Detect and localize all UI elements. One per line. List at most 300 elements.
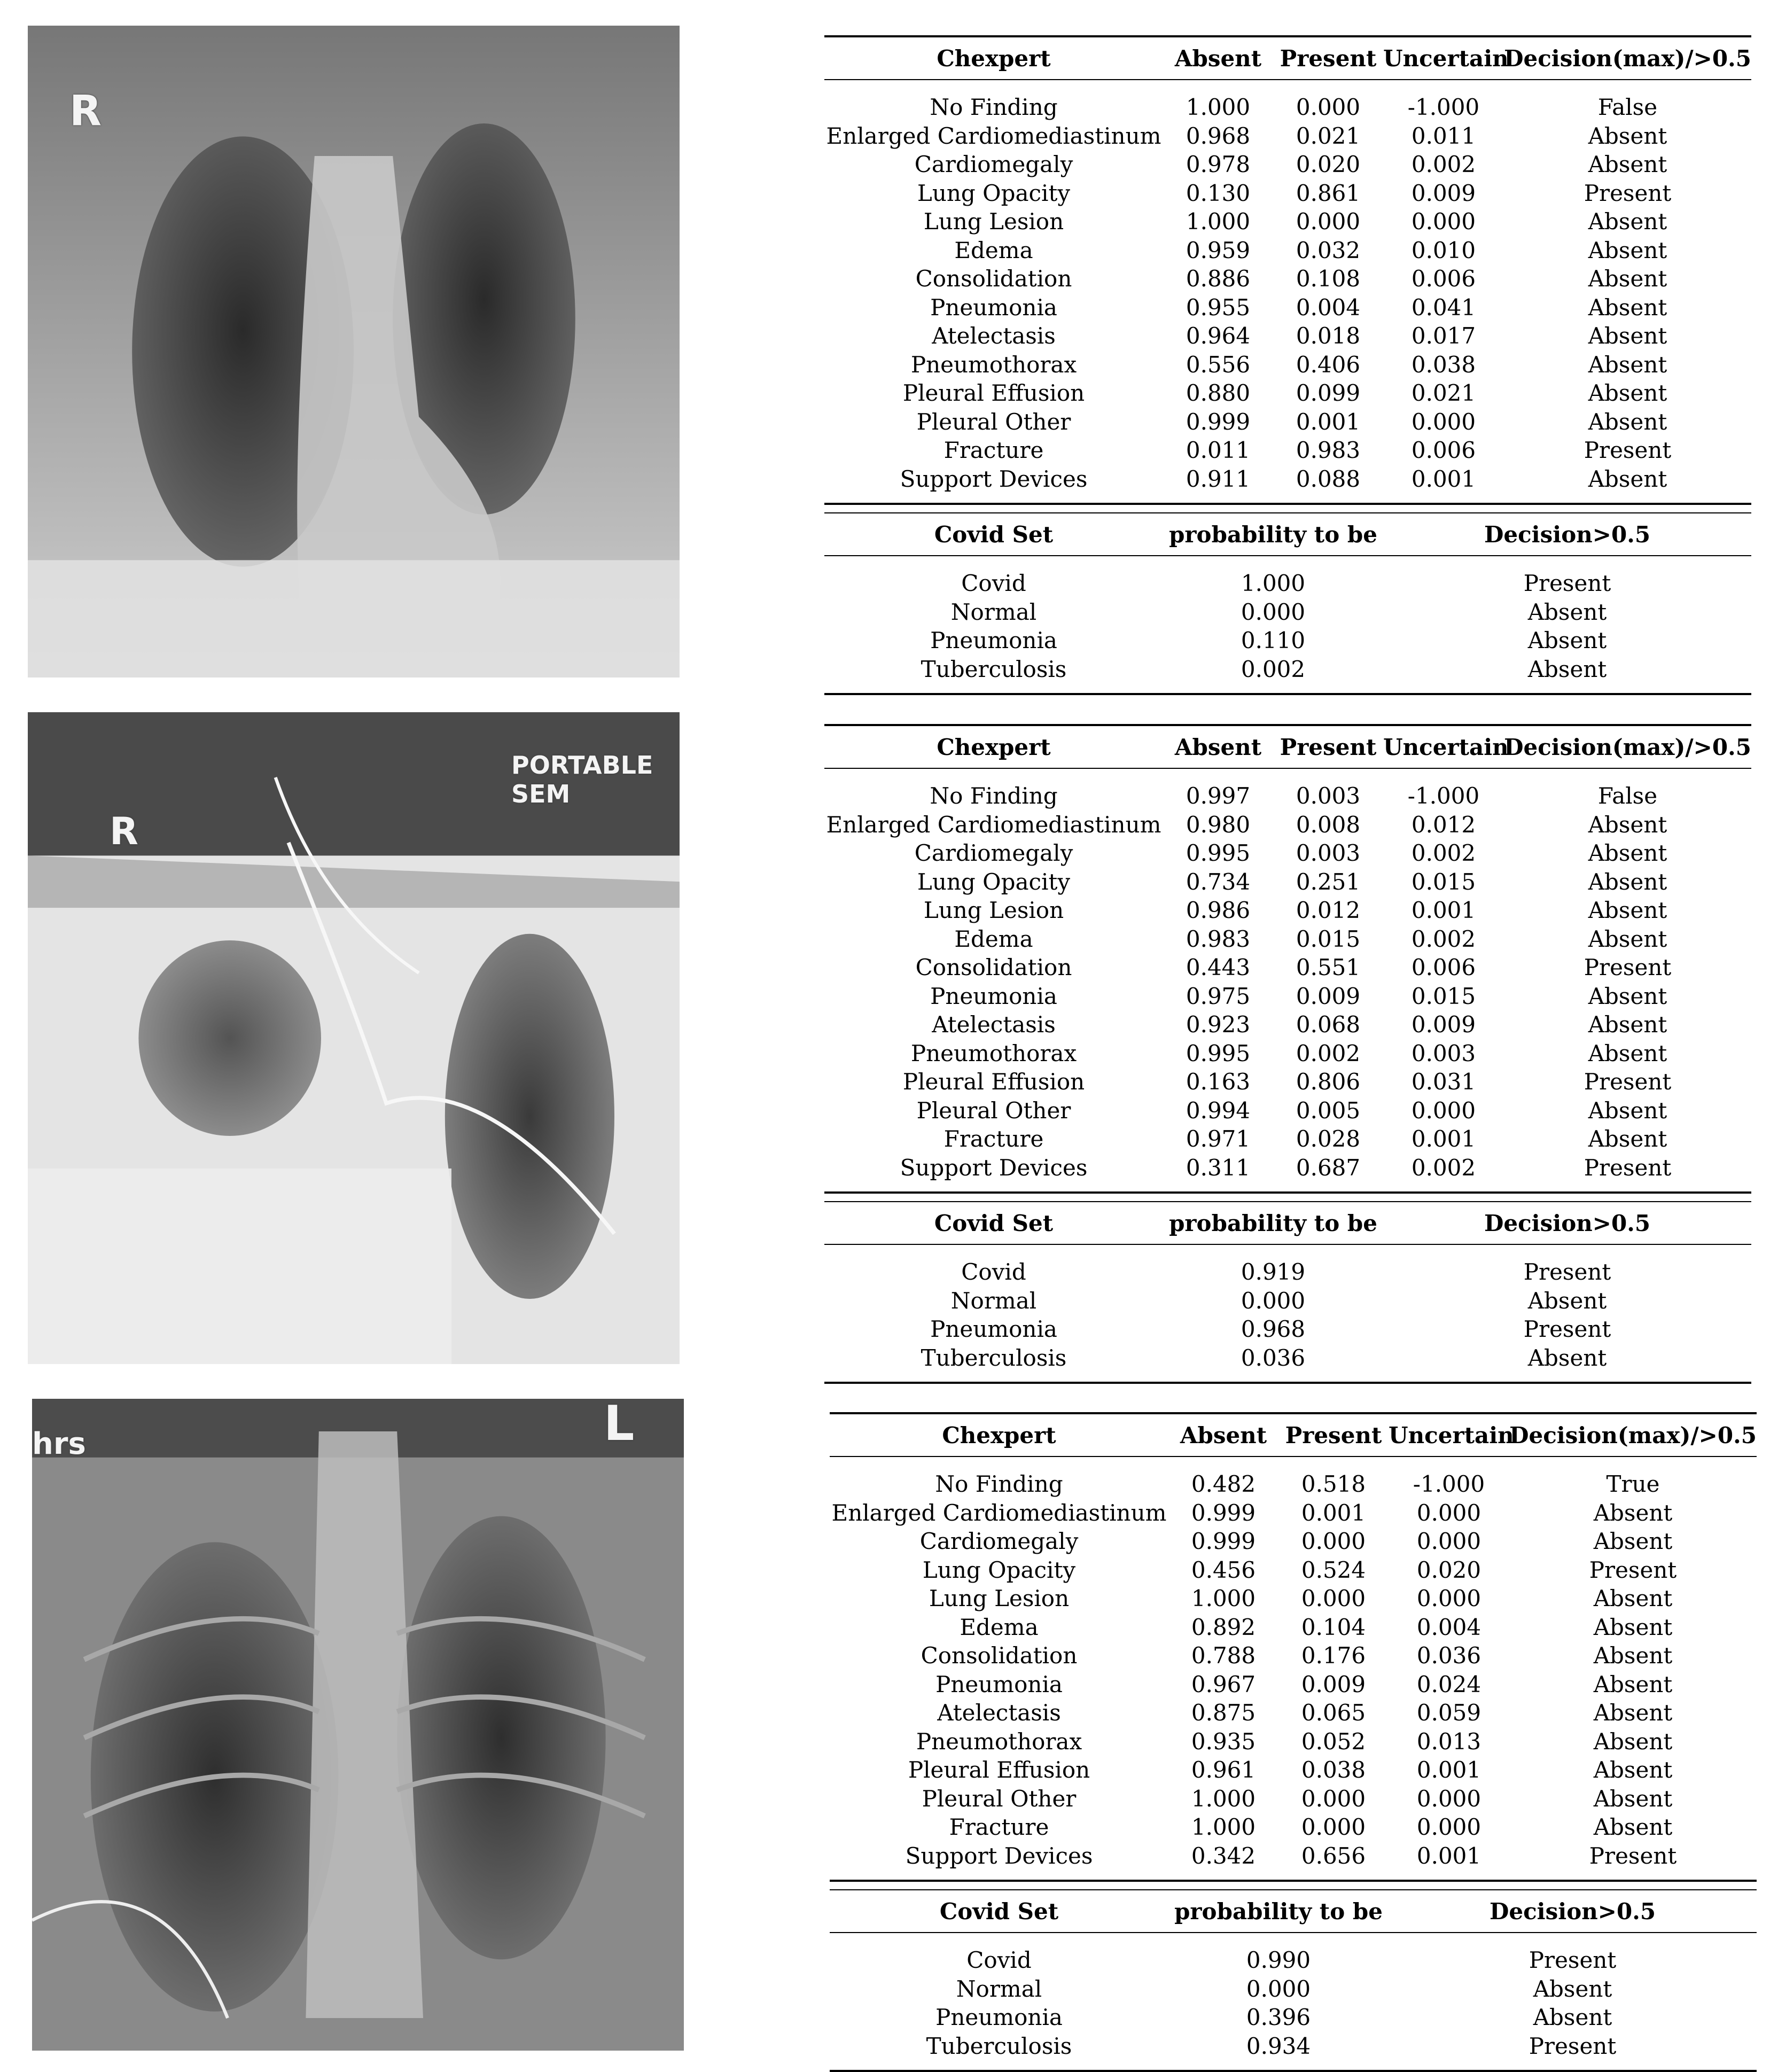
probability-cell: 0.002 bbox=[1241, 656, 1306, 682]
present-cell: 0.020 bbox=[1296, 151, 1361, 178]
table-row bbox=[824, 868, 1751, 897]
present-cell: 0.406 bbox=[1296, 351, 1361, 378]
absent-cell: 0.995 bbox=[1186, 840, 1251, 867]
table-row bbox=[824, 350, 1751, 379]
finding-cell: Cardiomegaly bbox=[919, 1528, 1079, 1555]
results-table-1 bbox=[824, 35, 1751, 695]
probability-cell: 0.934 bbox=[1246, 2032, 1311, 2059]
absent-cell: 0.986 bbox=[1186, 897, 1251, 924]
header-chexpert: Chexpert bbox=[942, 1422, 1056, 1448]
chexpert-table bbox=[824, 724, 1751, 1191]
absent-cell: 1.000 bbox=[1191, 1785, 1256, 1812]
decision-cell: Absent bbox=[1593, 1499, 1673, 1526]
table-row bbox=[824, 122, 1751, 151]
absent-cell: 0.556 bbox=[1186, 351, 1251, 378]
absent-cell: 1.000 bbox=[1186, 94, 1251, 121]
absent-cell: 0.911 bbox=[1186, 465, 1251, 492]
table-row bbox=[824, 811, 1751, 839]
chexpert-rows bbox=[830, 1456, 1757, 1880]
uncertain-cell: 0.000 bbox=[1416, 1585, 1481, 1612]
xray-time-marker: hrs bbox=[32, 1427, 86, 1461]
uncertain-cell: 0.010 bbox=[1411, 237, 1476, 263]
uncertain-cell: 0.059 bbox=[1416, 1700, 1481, 1726]
table-row bbox=[824, 626, 1751, 655]
absent-cell: 0.875 bbox=[1191, 1700, 1256, 1726]
header-probability: probability to be bbox=[1174, 1898, 1383, 1925]
table-row bbox=[830, 1699, 1757, 1727]
table-row bbox=[824, 1010, 1751, 1039]
finding-cell: Cardiomegaly bbox=[914, 151, 1073, 178]
present-cell: 0.108 bbox=[1296, 266, 1361, 292]
uncertain-cell: 0.017 bbox=[1411, 323, 1476, 349]
present-cell: 0.005 bbox=[1296, 1097, 1361, 1124]
uncertain-cell: 0.036 bbox=[1416, 1642, 1481, 1669]
table-row bbox=[824, 293, 1751, 322]
decision-cell: Absent bbox=[1588, 983, 1667, 1009]
table-row bbox=[824, 322, 1751, 350]
uncertain-cell: -1.000 bbox=[1407, 94, 1480, 121]
present-cell: 0.003 bbox=[1296, 840, 1361, 867]
present-cell: 0.038 bbox=[1301, 1757, 1366, 1783]
table-row bbox=[824, 465, 1751, 494]
present-cell: 0.001 bbox=[1301, 1499, 1366, 1526]
decision-cell: Absent bbox=[1588, 1097, 1667, 1124]
absent-cell: 0.961 bbox=[1191, 1757, 1256, 1783]
decision-cell: Present bbox=[1523, 1316, 1611, 1343]
present-cell: 0.000 bbox=[1301, 1528, 1366, 1555]
uncertain-cell: 0.000 bbox=[1416, 1528, 1481, 1555]
table-row bbox=[824, 655, 1751, 684]
decision-cell: Absent bbox=[1588, 925, 1667, 952]
present-cell: 0.002 bbox=[1296, 1040, 1361, 1066]
header-absent: Absent bbox=[1180, 1422, 1267, 1448]
decision-cell: Present bbox=[1589, 1556, 1677, 1583]
covid-table bbox=[824, 1202, 1751, 1384]
header-covid-set: Covid Set bbox=[934, 521, 1054, 548]
present-cell: 0.001 bbox=[1296, 408, 1361, 435]
chexpert-rows bbox=[824, 80, 1751, 503]
present-cell: 0.104 bbox=[1301, 1614, 1366, 1640]
finding-cell: Atelectasis bbox=[932, 1011, 1056, 1038]
present-cell: 0.015 bbox=[1296, 925, 1361, 952]
table-row bbox=[824, 598, 1751, 627]
decision-cell: Absent bbox=[1588, 351, 1667, 378]
absent-cell: 0.955 bbox=[1186, 294, 1251, 321]
absent-cell: 0.967 bbox=[1191, 1671, 1256, 1697]
decision-cell: True bbox=[1606, 1471, 1660, 1498]
class-cell: Pneumonia bbox=[930, 627, 1057, 654]
decision-cell: Present bbox=[1523, 1259, 1611, 1286]
finding-cell: Pneumonia bbox=[930, 294, 1057, 321]
decision-cell: Absent bbox=[1593, 1728, 1673, 1755]
finding-cell: Pleural Effusion bbox=[902, 380, 1085, 407]
uncertain-cell: 0.041 bbox=[1411, 294, 1476, 321]
absent-cell: 1.000 bbox=[1186, 208, 1251, 235]
table-row bbox=[824, 1315, 1751, 1344]
xray-side-marker: L bbox=[604, 1399, 635, 1452]
finding-cell: Consolidation bbox=[915, 954, 1072, 981]
table-row bbox=[824, 925, 1751, 954]
absent-cell: 0.163 bbox=[1186, 1069, 1251, 1095]
table-row bbox=[824, 953, 1751, 982]
finding-cell: Lung Opacity bbox=[922, 1556, 1076, 1583]
class-cell: Pneumonia bbox=[935, 2004, 1063, 2031]
table-row bbox=[830, 1756, 1757, 1785]
present-cell: 0.551 bbox=[1296, 954, 1361, 981]
finding-cell: No Finding bbox=[930, 94, 1058, 121]
finding-cell: Enlarged Cardiomediastinum bbox=[826, 811, 1161, 838]
decision-cell: Absent bbox=[1588, 323, 1667, 349]
decision-cell: Absent bbox=[1533, 2004, 1612, 2031]
xray-side-marker: R bbox=[110, 809, 138, 853]
absent-cell: 0.011 bbox=[1186, 437, 1251, 464]
header-decision: Decision(max)/>0.5 bbox=[1509, 1422, 1757, 1448]
table-row bbox=[824, 1258, 1751, 1287]
header-covid-set: Covid Set bbox=[939, 1898, 1059, 1925]
results-table-3 bbox=[830, 1412, 1757, 2072]
present-cell: 0.656 bbox=[1301, 1842, 1366, 1869]
finding-cell: Fracture bbox=[943, 437, 1044, 464]
chest-xray-image-2 bbox=[28, 712, 680, 1364]
present-cell: 0.687 bbox=[1296, 1154, 1361, 1181]
present-cell: 0.009 bbox=[1296, 983, 1361, 1009]
uncertain-cell: 0.009 bbox=[1411, 180, 1476, 206]
absent-cell: 0.892 bbox=[1191, 1614, 1256, 1640]
covid-rows bbox=[824, 1244, 1751, 1383]
table-row bbox=[824, 982, 1751, 1011]
uncertain-cell: 0.024 bbox=[1416, 1671, 1481, 1697]
absent-cell: 0.923 bbox=[1186, 1011, 1251, 1038]
absent-cell: 0.130 bbox=[1186, 180, 1251, 206]
table-row bbox=[824, 569, 1751, 598]
decision-cell: Absent bbox=[1588, 1011, 1667, 1038]
table-row bbox=[824, 1287, 1751, 1315]
present-cell: 0.099 bbox=[1296, 380, 1361, 407]
table-row bbox=[830, 2032, 1757, 2061]
decision-cell: Absent bbox=[1527, 1344, 1607, 1371]
uncertain-cell: 0.009 bbox=[1411, 1011, 1476, 1038]
present-cell: 0.524 bbox=[1301, 1556, 1366, 1583]
finding-cell: Support Devices bbox=[905, 1842, 1093, 1869]
table-row bbox=[824, 1068, 1751, 1096]
table-row bbox=[824, 1125, 1751, 1154]
absent-cell: 0.995 bbox=[1186, 1040, 1251, 1066]
uncertain-cell: 0.001 bbox=[1411, 897, 1476, 924]
absent-cell: 0.999 bbox=[1191, 1499, 1256, 1526]
table-row bbox=[824, 207, 1751, 236]
probability-cell: 1.000 bbox=[1241, 570, 1306, 597]
finding-cell: Pleural Other bbox=[922, 1785, 1077, 1812]
finding-cell: No Finding bbox=[930, 783, 1058, 809]
uncertain-cell: 0.006 bbox=[1411, 266, 1476, 292]
class-cell: Normal bbox=[956, 1975, 1042, 2002]
present-cell: 0.052 bbox=[1301, 1728, 1366, 1755]
absent-cell: 0.311 bbox=[1186, 1154, 1251, 1181]
decision-cell: Present bbox=[1523, 570, 1611, 597]
decision-cell: Absent bbox=[1588, 237, 1667, 263]
uncertain-cell: 0.020 bbox=[1416, 1556, 1481, 1583]
uncertain-cell: 0.004 bbox=[1416, 1614, 1481, 1640]
decision-cell: Absent bbox=[1533, 1975, 1612, 2002]
table-row bbox=[830, 1946, 1757, 1975]
uncertain-cell: 0.031 bbox=[1411, 1069, 1476, 1095]
uncertain-cell: 0.002 bbox=[1411, 151, 1476, 178]
double-rule-divider bbox=[830, 1880, 1757, 1890]
uncertain-cell: 0.015 bbox=[1411, 983, 1476, 1009]
decision-cell: Absent bbox=[1588, 811, 1667, 838]
present-cell: 0.003 bbox=[1296, 783, 1361, 809]
present-cell: 0.032 bbox=[1296, 237, 1361, 263]
probability-cell: 0.990 bbox=[1246, 1947, 1311, 1974]
table-row bbox=[830, 1613, 1757, 1642]
uncertain-cell: 0.000 bbox=[1416, 1814, 1481, 1841]
decision-cell: Absent bbox=[1593, 1585, 1673, 1612]
finding-cell: Lung Lesion bbox=[923, 208, 1064, 235]
probability-cell: 0.968 bbox=[1241, 1316, 1306, 1343]
probability-cell: 0.000 bbox=[1246, 1975, 1311, 2002]
decision-cell: False bbox=[1597, 783, 1658, 809]
decision-cell: Absent bbox=[1588, 380, 1667, 407]
finding-cell: Pleural Other bbox=[916, 408, 1071, 435]
table-row bbox=[824, 264, 1751, 293]
probability-cell: 0.000 bbox=[1241, 1287, 1306, 1314]
decision-cell: Present bbox=[1584, 1154, 1672, 1181]
table-row bbox=[830, 1470, 1757, 1499]
table-row bbox=[830, 1527, 1757, 1556]
table-row bbox=[824, 408, 1751, 437]
present-cell: 0.176 bbox=[1301, 1642, 1366, 1669]
absent-cell: 0.975 bbox=[1186, 983, 1251, 1009]
present-cell: 0.028 bbox=[1296, 1126, 1361, 1152]
table-row bbox=[824, 436, 1751, 465]
header-chexpert: Chexpert bbox=[937, 734, 1051, 760]
present-cell: 0.068 bbox=[1296, 1011, 1361, 1038]
uncertain-cell: 0.015 bbox=[1411, 868, 1476, 895]
probability-cell: 0.000 bbox=[1241, 598, 1306, 625]
uncertain-cell: 0.001 bbox=[1411, 465, 1476, 492]
chest-xray-image-3 bbox=[32, 1399, 684, 2051]
absent-cell: 0.978 bbox=[1186, 151, 1251, 178]
probability-cell: 0.110 bbox=[1241, 627, 1306, 654]
uncertain-cell: 0.013 bbox=[1416, 1728, 1481, 1755]
decision-cell: Absent bbox=[1588, 1040, 1667, 1066]
decision-cell: Absent bbox=[1588, 151, 1667, 178]
absent-cell: 0.734 bbox=[1186, 868, 1251, 895]
finding-cell: Cardiomegaly bbox=[914, 840, 1073, 867]
absent-cell: 0.999 bbox=[1186, 408, 1251, 435]
uncertain-cell: 0.002 bbox=[1411, 840, 1476, 867]
chexpert-rows bbox=[824, 768, 1751, 1191]
finding-cell: Pleural Effusion bbox=[908, 1757, 1090, 1783]
table-row bbox=[824, 93, 1751, 122]
finding-cell: Consolidation bbox=[921, 1642, 1078, 1669]
present-cell: 0.012 bbox=[1296, 897, 1361, 924]
present-cell: 0.983 bbox=[1296, 437, 1361, 464]
table-row bbox=[830, 1975, 1757, 2004]
present-cell: 0.021 bbox=[1296, 122, 1361, 149]
finding-cell: Pneumothorax bbox=[910, 1040, 1077, 1066]
uncertain-cell: 0.002 bbox=[1411, 1154, 1476, 1181]
present-cell: 0.000 bbox=[1296, 94, 1361, 121]
uncertain-cell: 0.001 bbox=[1416, 1757, 1481, 1783]
finding-cell: Edema bbox=[954, 237, 1033, 263]
uncertain-cell: 0.000 bbox=[1411, 1097, 1476, 1124]
header-decision: Decision>0.5 bbox=[1489, 1898, 1656, 1925]
absent-cell: 0.342 bbox=[1191, 1842, 1256, 1869]
absent-cell: 0.999 bbox=[1191, 1528, 1256, 1555]
header-uncertain: Uncertain bbox=[1389, 1422, 1514, 1448]
table-row bbox=[830, 1727, 1757, 1756]
header-uncertain: Uncertain bbox=[1383, 45, 1509, 72]
table-row bbox=[830, 1556, 1757, 1585]
absent-cell: 0.482 bbox=[1191, 1471, 1256, 1498]
decision-cell: Absent bbox=[1527, 598, 1607, 625]
decision-cell: Present bbox=[1584, 954, 1672, 981]
decision-cell: Absent bbox=[1593, 1814, 1673, 1841]
uncertain-cell: 0.038 bbox=[1411, 351, 1476, 378]
decision-cell: Absent bbox=[1588, 208, 1667, 235]
decision-cell: Present bbox=[1584, 1069, 1672, 1095]
finding-cell: Fracture bbox=[943, 1126, 1044, 1152]
header-decision: Decision>0.5 bbox=[1484, 521, 1651, 548]
decision-cell: Absent bbox=[1593, 1757, 1673, 1783]
absent-cell: 0.971 bbox=[1186, 1126, 1251, 1152]
class-cell: Tuberculosis bbox=[921, 656, 1067, 682]
uncertain-cell: 0.011 bbox=[1411, 122, 1476, 149]
uncertain-cell: 0.001 bbox=[1416, 1842, 1481, 1869]
decision-cell: Absent bbox=[1593, 1700, 1673, 1726]
decision-cell: Absent bbox=[1588, 465, 1667, 492]
absent-cell: 0.886 bbox=[1186, 266, 1251, 292]
table-row bbox=[830, 1641, 1757, 1670]
decision-cell: Absent bbox=[1588, 408, 1667, 435]
uncertain-cell: 0.012 bbox=[1411, 811, 1476, 838]
table-row bbox=[824, 1344, 1751, 1373]
table-row bbox=[824, 1096, 1751, 1125]
decision-cell: Absent bbox=[1593, 1642, 1673, 1669]
header-chexpert: Chexpert bbox=[937, 45, 1051, 72]
decision-cell: Absent bbox=[1588, 868, 1667, 895]
class-cell: Normal bbox=[950, 598, 1037, 625]
decision-cell: Present bbox=[1529, 1947, 1617, 1974]
table-row bbox=[824, 1039, 1751, 1068]
class-cell: Covid bbox=[961, 1259, 1026, 1286]
decision-cell: Absent bbox=[1588, 266, 1667, 292]
finding-cell: Lung Lesion bbox=[929, 1585, 1070, 1612]
chexpert-table bbox=[824, 35, 1751, 503]
absent-cell: 1.000 bbox=[1191, 1585, 1256, 1612]
xray-side-marker: R bbox=[69, 87, 102, 135]
absent-cell: 0.456 bbox=[1191, 1556, 1256, 1583]
finding-cell: Lung Opacity bbox=[917, 180, 1071, 206]
uncertain-cell: 0.021 bbox=[1411, 380, 1476, 407]
table-row bbox=[824, 179, 1751, 208]
results-table-2 bbox=[824, 724, 1751, 1384]
table-row bbox=[824, 839, 1751, 868]
header-decision: Decision(max)/>0.5 bbox=[1504, 734, 1751, 760]
finding-cell: Fracture bbox=[949, 1814, 1049, 1841]
present-cell: 0.000 bbox=[1301, 1814, 1366, 1841]
covid-rows bbox=[824, 556, 1751, 694]
absent-cell: 0.997 bbox=[1186, 783, 1251, 809]
class-cell: Tuberculosis bbox=[926, 2032, 1072, 2059]
decision-cell: Absent bbox=[1588, 840, 1667, 867]
decision-cell: Absent bbox=[1527, 627, 1607, 654]
finding-cell: Lung Opacity bbox=[917, 868, 1071, 895]
header-probability: probability to be bbox=[1169, 521, 1377, 548]
finding-cell: Edema bbox=[954, 925, 1033, 952]
header-present: Present bbox=[1280, 734, 1377, 760]
decision-cell: Absent bbox=[1593, 1614, 1673, 1640]
probability-cell: 0.396 bbox=[1246, 2004, 1311, 2031]
present-cell: 0.065 bbox=[1301, 1700, 1366, 1726]
uncertain-cell: 0.006 bbox=[1411, 954, 1476, 981]
decision-cell: Absent bbox=[1588, 1126, 1667, 1152]
double-rule-divider bbox=[824, 1191, 1751, 1202]
table-row bbox=[824, 150, 1751, 179]
probability-cell: 0.036 bbox=[1241, 1344, 1306, 1371]
uncertain-cell: 0.002 bbox=[1411, 925, 1476, 952]
finding-cell: Pneumothorax bbox=[916, 1728, 1082, 1755]
finding-cell: Pleural Effusion bbox=[902, 1069, 1085, 1095]
decision-cell: Absent bbox=[1588, 294, 1667, 321]
class-cell: Covid bbox=[966, 1947, 1032, 1974]
table-row bbox=[830, 1785, 1757, 1813]
decision-cell: Absent bbox=[1593, 1785, 1673, 1812]
present-cell: 0.009 bbox=[1301, 1671, 1366, 1697]
present-cell: 0.000 bbox=[1301, 1785, 1366, 1812]
header-uncertain: Uncertain bbox=[1383, 734, 1509, 760]
covid-table bbox=[824, 513, 1751, 695]
table-row bbox=[830, 1499, 1757, 1528]
finding-cell: Pneumonia bbox=[935, 1671, 1063, 1697]
absent-cell: 0.443 bbox=[1186, 954, 1251, 981]
uncertain-cell: -1.000 bbox=[1413, 1471, 1485, 1498]
decision-cell: Present bbox=[1584, 180, 1672, 206]
uncertain-cell: 0.001 bbox=[1411, 1126, 1476, 1152]
present-cell: 0.000 bbox=[1301, 1585, 1366, 1612]
covid-rows bbox=[830, 1933, 1757, 2071]
class-cell: Tuberculosis bbox=[921, 1344, 1067, 1371]
finding-cell: Pneumonia bbox=[930, 983, 1057, 1009]
decision-cell: Absent bbox=[1593, 1671, 1673, 1697]
decision-cell: Present bbox=[1529, 2032, 1617, 2059]
table-row bbox=[824, 379, 1751, 408]
header-present: Present bbox=[1280, 45, 1377, 72]
header-present: Present bbox=[1285, 1422, 1382, 1448]
finding-cell: Pleural Other bbox=[916, 1097, 1071, 1124]
uncertain-cell: 0.003 bbox=[1411, 1040, 1476, 1066]
table-row bbox=[824, 236, 1751, 265]
present-cell: 0.251 bbox=[1296, 868, 1361, 895]
class-cell: Normal bbox=[950, 1287, 1037, 1314]
finding-cell: Support Devices bbox=[900, 1154, 1088, 1181]
double-rule-divider bbox=[824, 503, 1751, 513]
header-absent: Absent bbox=[1174, 45, 1262, 72]
present-cell: 0.806 bbox=[1296, 1069, 1361, 1095]
decision-cell: Present bbox=[1589, 1842, 1677, 1869]
probability-cell: 0.919 bbox=[1241, 1259, 1306, 1286]
chexpert-table bbox=[830, 1412, 1757, 1880]
xray-portable-marker: PORTABLE SEM bbox=[511, 751, 653, 808]
uncertain-cell: 0.006 bbox=[1411, 437, 1476, 464]
decision-cell: Absent bbox=[1527, 1287, 1607, 1314]
finding-cell: No Finding bbox=[935, 1471, 1063, 1498]
absent-cell: 0.788 bbox=[1191, 1642, 1256, 1669]
uncertain-cell: 0.000 bbox=[1411, 208, 1476, 235]
decision-cell: False bbox=[1597, 94, 1658, 121]
present-cell: 0.008 bbox=[1296, 811, 1361, 838]
